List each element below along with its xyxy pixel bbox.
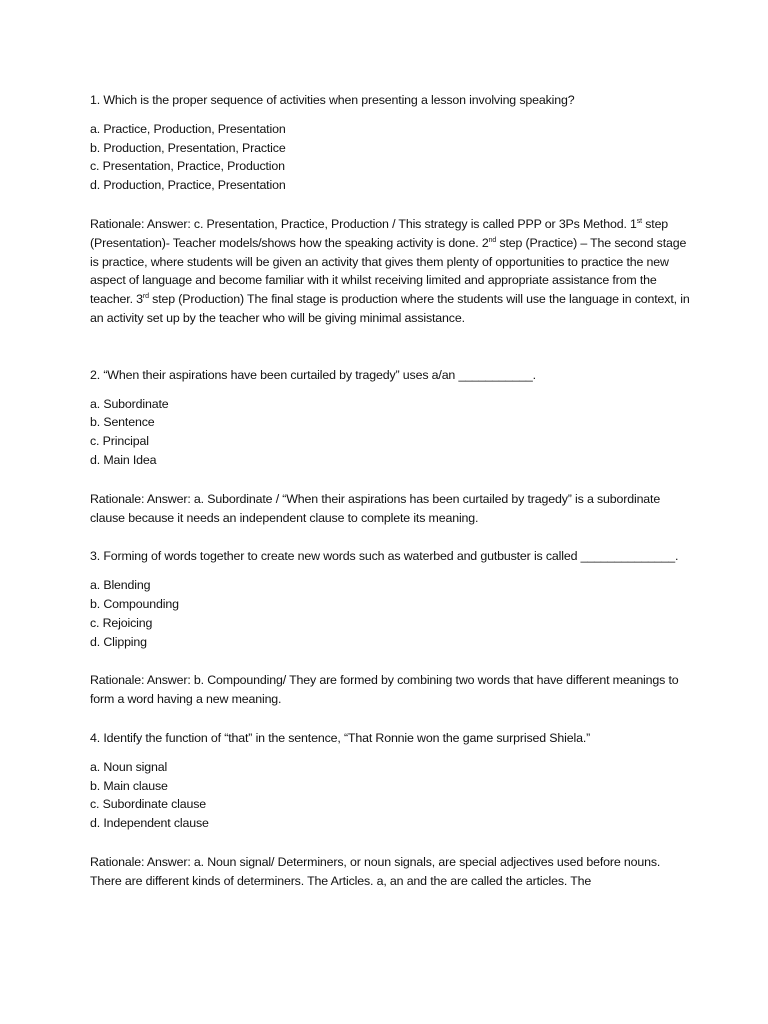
question-block — [90, 547, 690, 709]
option-item: c. Subordinate clause — [90, 797, 207, 812]
option-item: d. Independent clause — [90, 816, 209, 831]
question-text: 2. “When their aspirations have been curtailed by tragedy” uses a/an ___________. — [90, 367, 536, 382]
question-text: 1. Which is the proper sequence of activities when presenting a lesson involving speaking? — [90, 93, 575, 107]
question-text: 4. Identify the function of “that” in the sentence, “That Ronnie won the game surprised Shiela.” — [90, 730, 591, 745]
option-item: b. Main clause — [90, 778, 168, 793]
options-list — [90, 395, 690, 470]
option-item: d. Main Idea — [90, 452, 157, 467]
rationale-text: Rationale: Answer: b. Compounding/ They are formed by combining two words that have different meanings to form a word having a new meaning. — [90, 673, 679, 707]
options-list — [90, 576, 690, 651]
option-item: b. Production, Presentation, Practice — [90, 140, 286, 155]
rationale-text: Rationale: Answer: a. Subordinate / “When their aspirations has been curtailed by tragedy” is a subordinate clause because it needs an independent clause to complete its meaning. — [90, 491, 661, 525]
option-item: d. Production, Practice, Presentation — [90, 178, 286, 193]
option-item: a. Blending — [90, 578, 151, 593]
option-item: c. Rejoicing — [90, 615, 153, 630]
option-item: c. Presentation, Practice, Production — [90, 159, 285, 174]
option-item: b. Sentence — [90, 415, 155, 430]
rationale-part: Rationale: Answer: c. Presentation, Practice, Production / This strategy is called PPP or 3Ps Method. 1 — [90, 216, 637, 231]
option-item: a. Noun signal — [90, 759, 168, 774]
options-list — [90, 120, 690, 195]
option-item: b. Compounding — [90, 596, 179, 611]
options-list — [90, 758, 690, 833]
ordinal-suffix: st — [636, 217, 642, 225]
question-block — [90, 729, 690, 891]
ordinal-suffix: nd — [488, 236, 497, 244]
rationale-text: Rationale: Answer: a. Noun signal/ Determiners, or noun signals, are special adjectives used before nouns. There are different kinds of determiners. The Articles. a, an and the are called the articles. The — [90, 854, 661, 888]
question-block — [90, 91, 690, 328]
option-item: d. Clipping — [90, 634, 147, 649]
spacer — [90, 348, 690, 366]
ordinal-suffix: rd — [142, 293, 149, 301]
question-text: 3. Forming of words together to create new words such as waterbed and gutbuster is called ______________. — [90, 549, 679, 564]
document-page — [90, 91, 690, 911]
rationale-part: step (Presentation)- Teacher models/shows how the speaking activity is done. 2 — [90, 216, 669, 250]
rationale-part: step (Practice) – The second stage is practice, where students will be given an activity that gives them plenty of opportunities to practice the new aspect of language and become familiar with it whilst receiving limited and appropriate assistance from the teacher. 3 — [90, 235, 687, 307]
rationale-text — [90, 215, 690, 328]
option-item: a. Subordinate — [90, 396, 169, 411]
option-item: a. Practice, Production, Presentation — [90, 121, 286, 136]
question-block — [90, 366, 690, 528]
option-item: c. Principal — [90, 434, 149, 449]
rationale-part: step (Production) The final stage is production where the students will use the language in context, in an activity set up by the teacher who will be giving minimal assistance. — [90, 292, 690, 325]
